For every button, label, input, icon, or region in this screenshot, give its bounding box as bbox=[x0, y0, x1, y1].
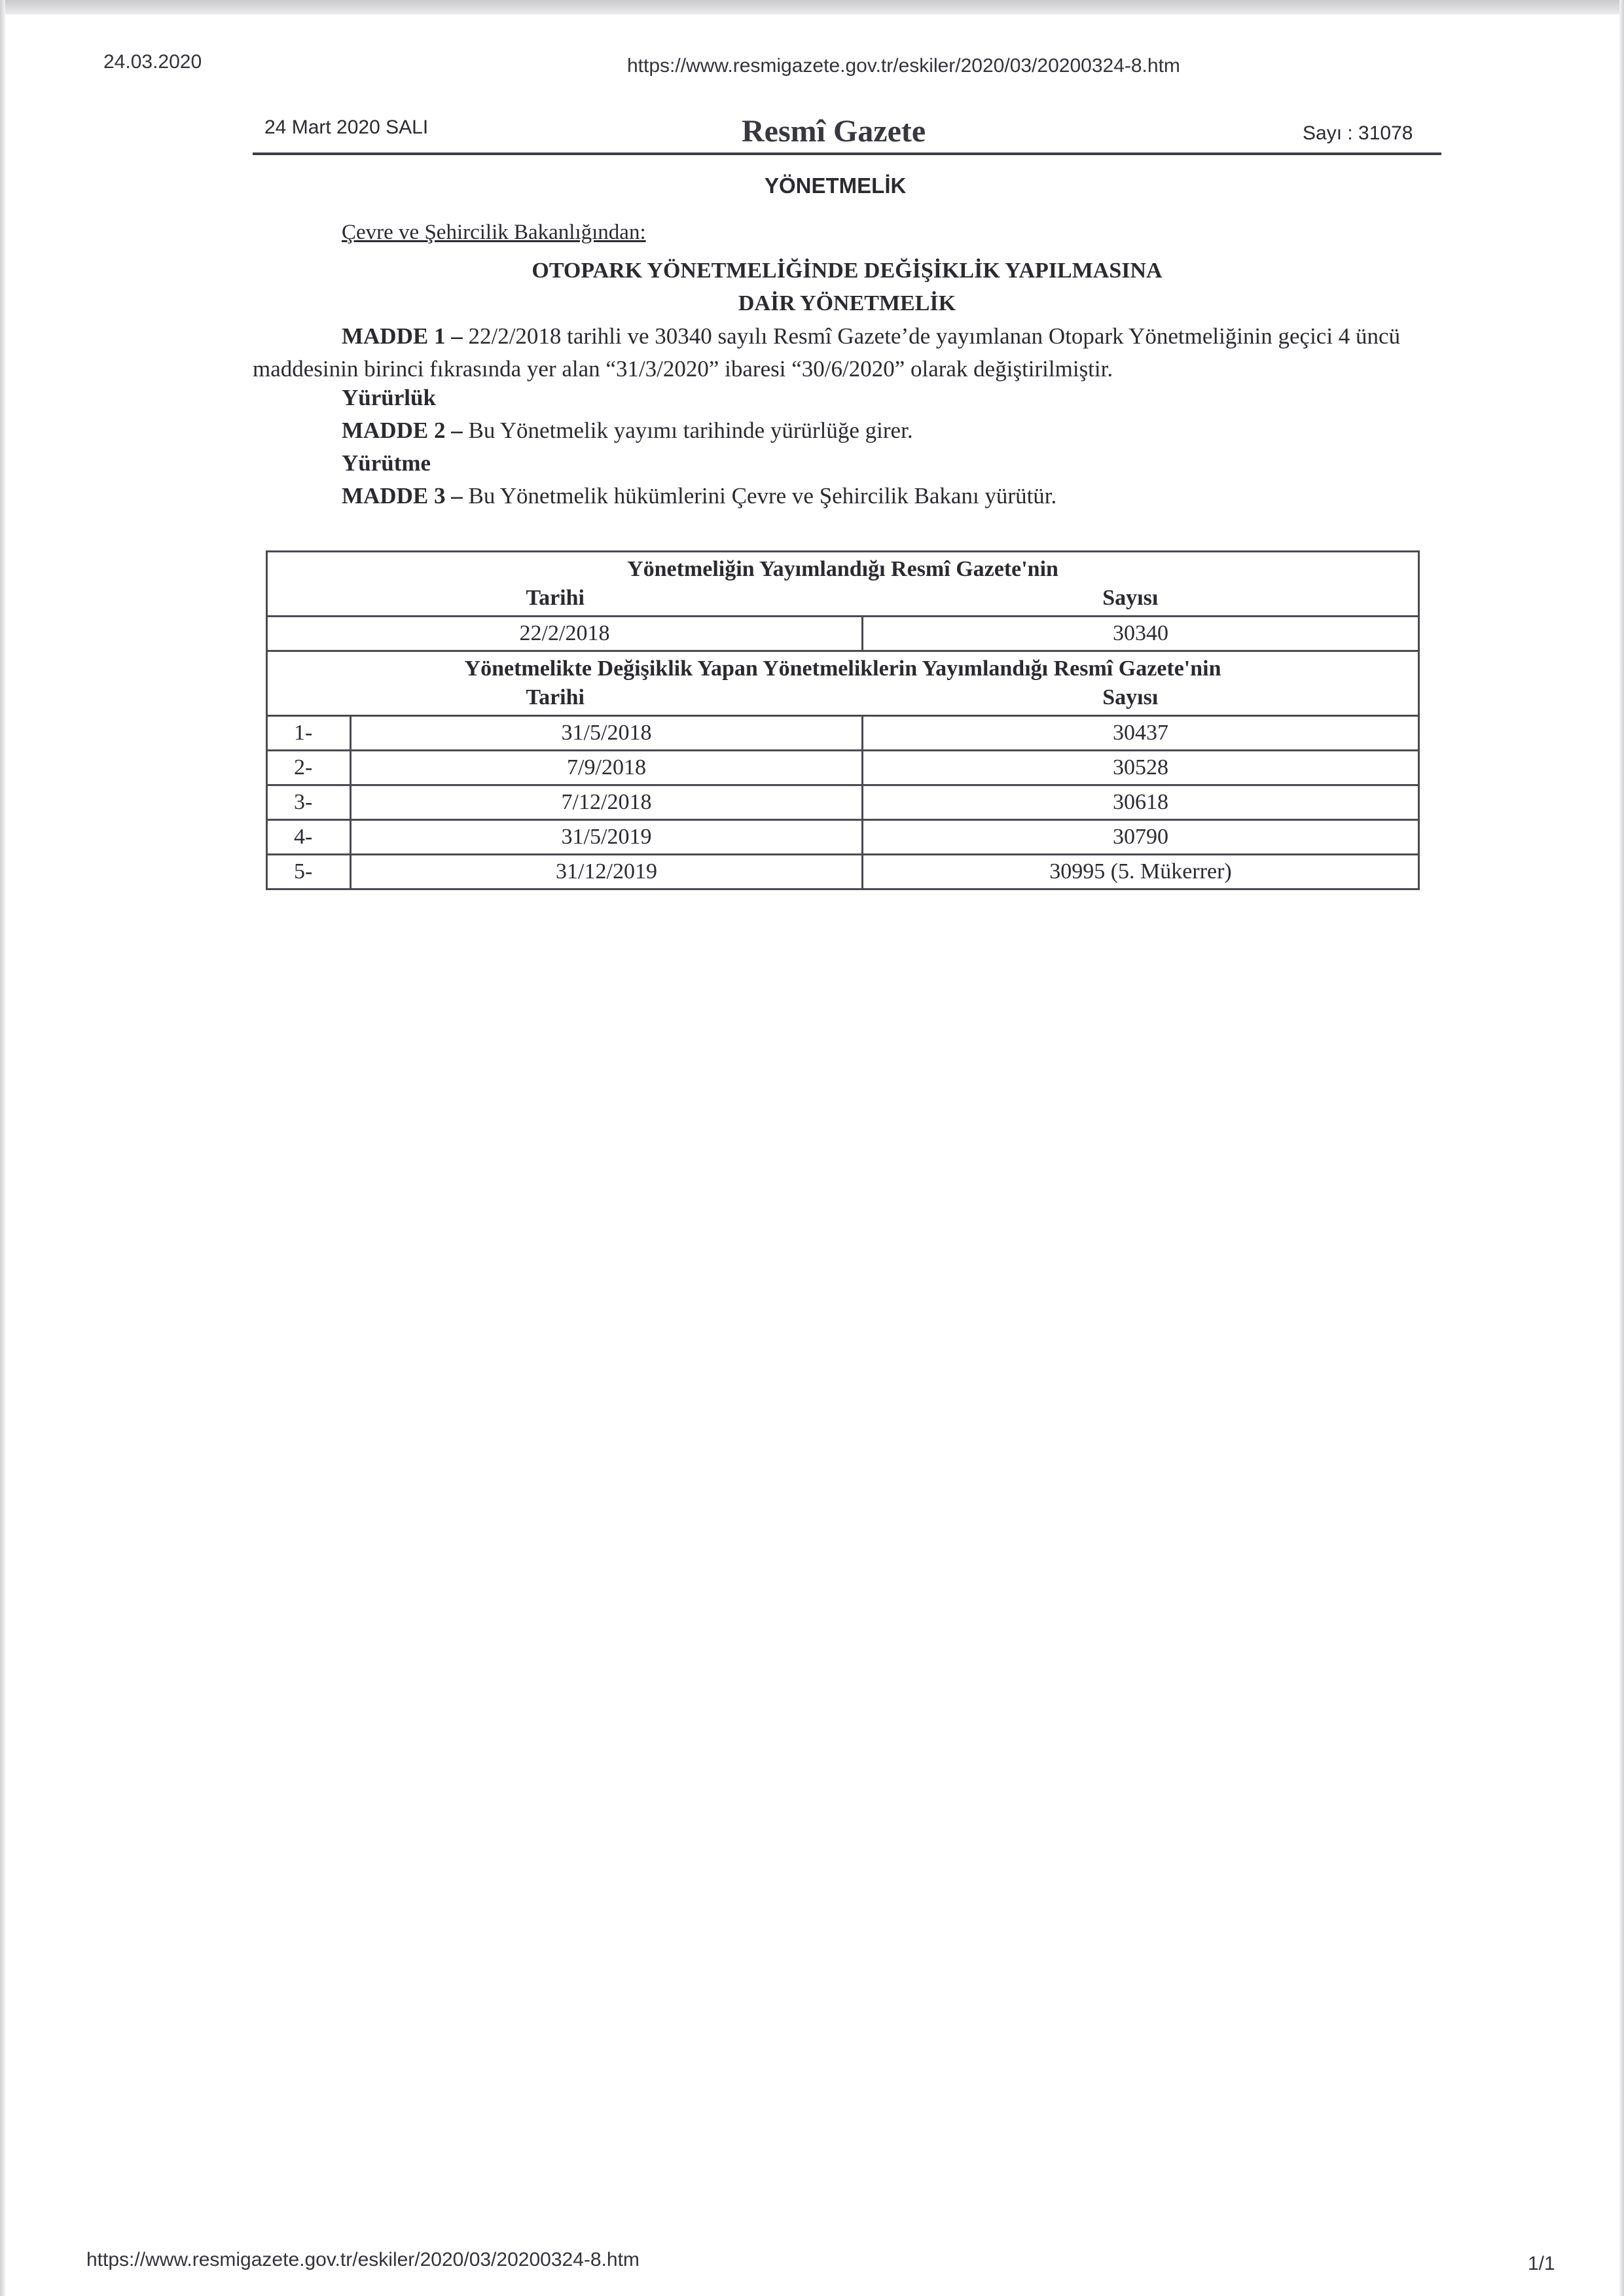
scan-edge-left bbox=[0, 0, 5, 2296]
article-3-label: MADDE 3 – bbox=[342, 483, 463, 509]
gazette-date: 24 Mart 2020 SALI bbox=[264, 117, 429, 138]
row-date: 31/5/2019 bbox=[351, 820, 863, 855]
row-number: 3- bbox=[267, 785, 351, 820]
row-gazette-number: 30528 bbox=[863, 751, 1419, 785]
masthead-rule bbox=[253, 152, 1441, 155]
article-1 bbox=[253, 320, 1441, 386]
original-header-row bbox=[267, 552, 1419, 617]
section-title: YÖNETMELİK bbox=[765, 173, 907, 198]
ministry-name: Çevre ve Şehircilik Bakanlığından: bbox=[342, 221, 646, 244]
row-gazette-number: 30618 bbox=[863, 785, 1419, 820]
amend-header-cell bbox=[267, 651, 1419, 716]
row-date: 7/12/2018 bbox=[351, 785, 863, 820]
table-row bbox=[267, 751, 1419, 785]
article-1-text: 22/2/2018 tarihli ve 30340 sayılı Resmî Gazete’de yayımlanan Otopark Yönetmeliğinin geçici 4 üncü maddesinin birinci fıkrasında yer alan “31/3/2020” ibaresi “30/6/2020” olarak değiştirilmiştir. bbox=[253, 323, 1401, 382]
row-date: 31/12/2019 bbox=[351, 855, 863, 889]
regulation-title-line1: OTOPARK YÖNETMELİĞİNDE DEĞİŞİKLİK YAPILMASINA bbox=[532, 259, 1163, 283]
regulation-history-table bbox=[266, 550, 1420, 890]
original-header: Yönetmeliğin Yayımlandığı Resmî Gazete'nin bbox=[627, 557, 1058, 581]
original-row bbox=[267, 617, 1419, 651]
table-row bbox=[267, 855, 1419, 889]
article-2-label: MADDE 2 – bbox=[342, 418, 463, 443]
row-number: 4- bbox=[267, 820, 351, 855]
heading-yururluk: Yürürlük bbox=[342, 385, 436, 410]
scan-edge-top bbox=[0, 0, 1624, 14]
row-number: 5- bbox=[267, 855, 351, 889]
original-date: 22/2/2018 bbox=[267, 617, 863, 651]
article-2-text: Bu Yönetmelik yayımı tarihinde yürürlüğe girer. bbox=[462, 418, 913, 443]
article-3-text: Bu Yönetmelik hükümlerini Çevre ve Şehircilik Bakanı yürütür. bbox=[462, 483, 1057, 509]
row-number: 2- bbox=[267, 751, 351, 785]
scan-edge-right bbox=[1619, 0, 1624, 2296]
regulation-title-line2: DAİR YÖNETMELİK bbox=[738, 291, 956, 315]
amend-col-date: Tarihi bbox=[526, 685, 585, 709]
row-date: 31/5/2018 bbox=[351, 716, 863, 751]
row-gazette-number: 30995 (5. Mükerrer) bbox=[863, 855, 1419, 889]
print-url: https://www.resmigazete.gov.tr/eskiler/2020/03/20200324-8.htm bbox=[627, 55, 1180, 77]
row-gazette-number: 30790 bbox=[863, 820, 1419, 855]
table-row bbox=[267, 716, 1419, 751]
regulation-title bbox=[253, 255, 1441, 320]
gazette-title: Resmî Gazete bbox=[742, 114, 926, 149]
article-3 bbox=[342, 483, 1056, 509]
original-col-number: Sayısı bbox=[1102, 586, 1159, 610]
original-header-cell bbox=[267, 552, 1419, 617]
row-number: 1- bbox=[267, 716, 351, 751]
print-date: 24.03.2020 bbox=[103, 51, 202, 73]
row-gazette-number: 30437 bbox=[863, 716, 1419, 751]
amend-col-number: Sayısı bbox=[1102, 685, 1159, 709]
amend-header-row bbox=[267, 651, 1419, 716]
print-footer-url: https://www.resmigazete.gov.tr/eskiler/2020/03/20200324-8.htm bbox=[86, 2249, 640, 2270]
row-date: 7/9/2018 bbox=[351, 751, 863, 785]
table-row bbox=[267, 820, 1419, 855]
heading-yurutme: Yürütme bbox=[342, 450, 431, 476]
gazette-issue: Sayı : 31078 bbox=[1303, 122, 1413, 144]
article-2 bbox=[342, 418, 913, 444]
print-page-number: 1/1 bbox=[1528, 2253, 1555, 2274]
amend-header: Yönetmelikte Değişiklik Yapan Yönetmeliklerin Yayımlandığı Resmî Gazete'nin bbox=[464, 656, 1221, 681]
original-number: 30340 bbox=[863, 617, 1419, 651]
table-row bbox=[267, 785, 1419, 820]
original-col-date: Tarihi bbox=[526, 586, 585, 610]
article-1-label: MADDE 1 – bbox=[342, 323, 463, 349]
